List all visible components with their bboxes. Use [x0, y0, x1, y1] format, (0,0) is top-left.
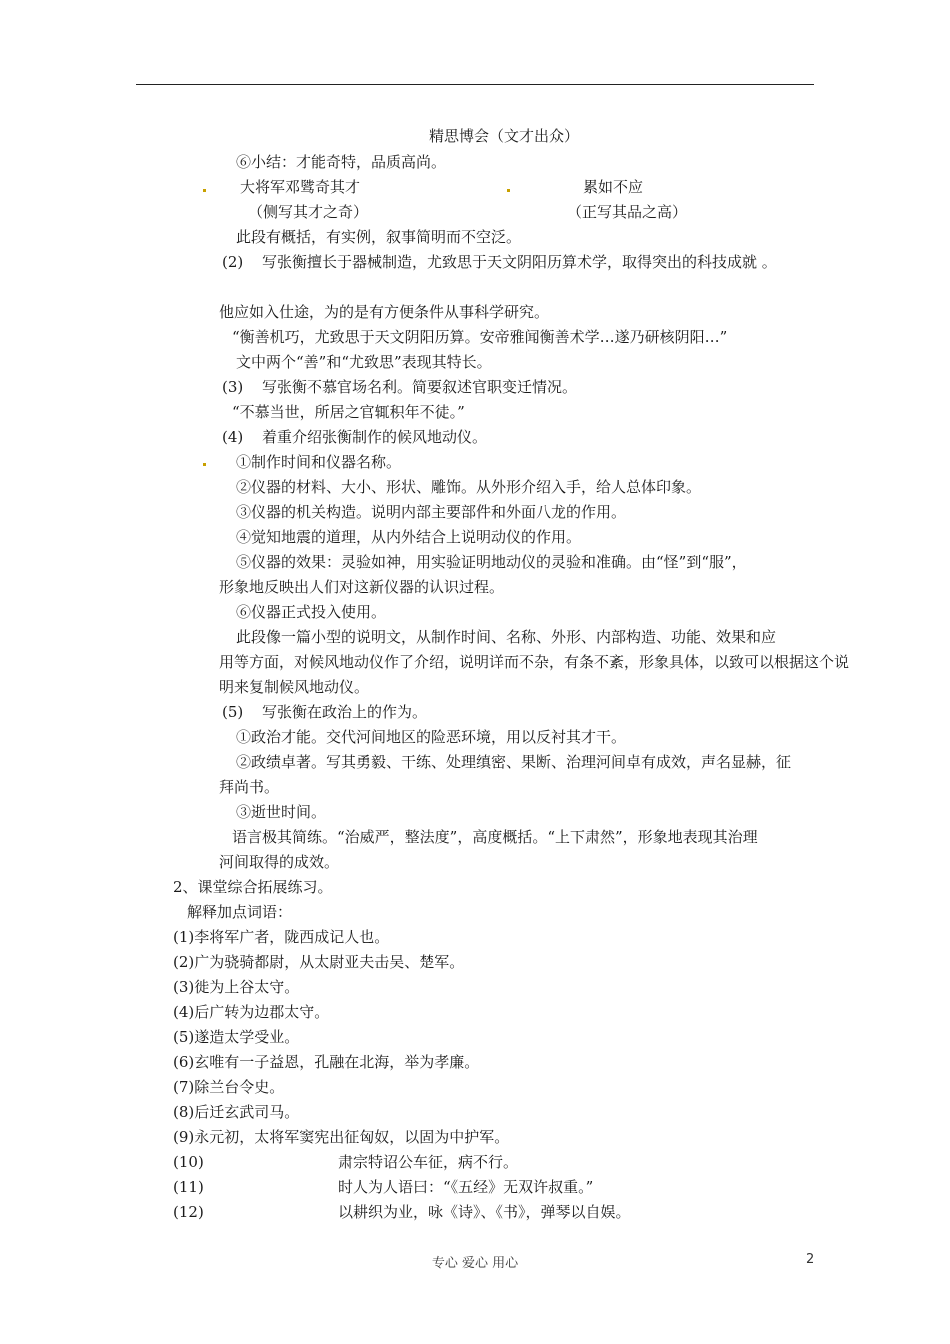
exercise-number: (12) [173, 1203, 204, 1221]
practice-title: 2、课堂综合拓展练习。 [173, 878, 333, 896]
summary-right-sub: （正写其品之高） [567, 203, 688, 221]
exercise-text: 时人为人语曰：“《五经》无双许叔重。” [338, 1178, 594, 1196]
page-number: 2 [806, 1252, 815, 1267]
list-item: ⑥仪器正式投入使用。 [236, 603, 387, 621]
paragraph-line: 用等方面，对候风地动仪作了介绍，说明详而不杂，有条不紊，形象具体，以致可以根据这个说 [219, 653, 850, 671]
section-number: (4) [222, 428, 244, 446]
exercise-item: (4)后广转为边郡太守。 [173, 1003, 330, 1021]
paragraph-line: 河间取得的成效。 [219, 853, 340, 871]
summary-right-head: 累如不应 [583, 178, 644, 196]
list-item: ⑤仪器的效果：灵验如神，用实验证明地动仪的灵验和准确。由“怪”到“服”， [236, 553, 747, 571]
quote-line: “不慕当世，所居之官辄积年不徒。” [232, 403, 465, 421]
section-number: (5) [222, 703, 244, 721]
section-heading: 写张衡擅长于器械制造，尤致思于天文阴阳历算术学，取得突出的科技成就 。 [262, 253, 777, 271]
paragraph-line: 此段像一篇小型的说明文，从制作时间、名称、外形、内部构造、功能、效果和应 [236, 628, 777, 646]
paragraph-line: 明来复制候风地动仪。 [219, 678, 370, 696]
exercise-item: (7)除兰台令史。 [173, 1078, 285, 1096]
list-item-continued: 拜尚书。 [219, 778, 280, 796]
exercise-item: (5)遂造太学受业。 [173, 1028, 300, 1046]
summary-note: 此段有概括，有实例，叙事简明而不空泛。 [236, 228, 522, 246]
list-item: ③逝世时间。 [236, 803, 327, 821]
header-rule [136, 84, 814, 85]
summary-line: ⑥小结：才能奇特，品质高尚。 [236, 153, 447, 171]
summary-left-head: 大将军邓骘奇其才 [240, 178, 361, 196]
section-heading: 写张衡在政治上的作为。 [262, 703, 428, 721]
mark-dot [203, 463, 206, 466]
summary-left-sub: （侧写其才之奇） [248, 203, 369, 221]
list-item-continued: 形象地反映出人们对这新仪器的认识过程。 [219, 578, 505, 596]
list-item: ②仪器的材料、大小、形状、雕饰。从外形介绍入手，给人总体印象。 [236, 478, 702, 496]
section-heading: 着重介绍张衡制作的候风地动仪。 [262, 428, 488, 446]
paragraph-line: 语言极其简练。“治威严，整法度”，高度概括。“上下肃然”，形象地表现其治理 [232, 828, 758, 846]
paragraph-line: 他应如入仕途，为的是有方便条件从事科学研究。 [219, 303, 550, 321]
exercise-number: (10) [173, 1153, 204, 1171]
list-item: ①制作时间和仪器名称。 [236, 453, 402, 471]
practice-subtitle: 解释加点词语： [187, 903, 293, 921]
mark-dot [203, 189, 206, 192]
section-number: (2) [222, 253, 244, 271]
exercise-item: (9)永元初，太将军窦宪出征匈奴，以固为中护军。 [173, 1128, 510, 1146]
list-item: ③仪器的机关构造。说明内部主要部件和外面八龙的作用。 [236, 503, 627, 521]
page-title: 精思博会（文才出众） [429, 127, 580, 145]
section-heading: 写张衡不慕官场名利。简要叙述官职变迁情况。 [262, 378, 578, 396]
footer-text: 专心 爱心 用心 [431, 1256, 519, 1271]
exercise-item: (2)广为骁骑都尉，从太尉亚夫击吴、楚军。 [173, 953, 465, 971]
exercise-item: (1)李将军广者，陇西成记人也。 [173, 928, 390, 946]
exercise-number: (11) [173, 1178, 204, 1196]
section-number: (3) [222, 378, 244, 396]
list-item: ①政治才能。交代河间地区的险恶环境，用以反衬其才干。 [236, 728, 627, 746]
quote-line: “衡善机巧，尤致思于天文阴阳历算。安帝雅闻衡善术学…遂乃研核阴阳…” [232, 328, 728, 346]
exercise-item: (8)后迁玄武司马。 [173, 1103, 300, 1121]
exercise-item: (3)徙为上谷太守。 [173, 978, 300, 996]
mark-dot [507, 189, 510, 192]
exercise-item: (6)玄唯有一子益恩，孔融在北海，举为孝廉。 [173, 1053, 480, 1071]
exercise-text: 以耕织为业，咏《诗》、《书》，弹琴以自娱。 [338, 1203, 631, 1221]
list-item: ②政绩卓著。写其勇毅、干练、处理缜密、果断、治理河间卓有成效，声名显赫，征 [236, 753, 792, 771]
exercise-text: 肃宗特诏公车征，病不行。 [338, 1153, 519, 1171]
paragraph-line: 文中两个“善”和“尤致思”表现其特长。 [236, 353, 492, 371]
list-item: ④觉知地震的道理，从内外结合上说明动仪的作用。 [236, 528, 582, 546]
